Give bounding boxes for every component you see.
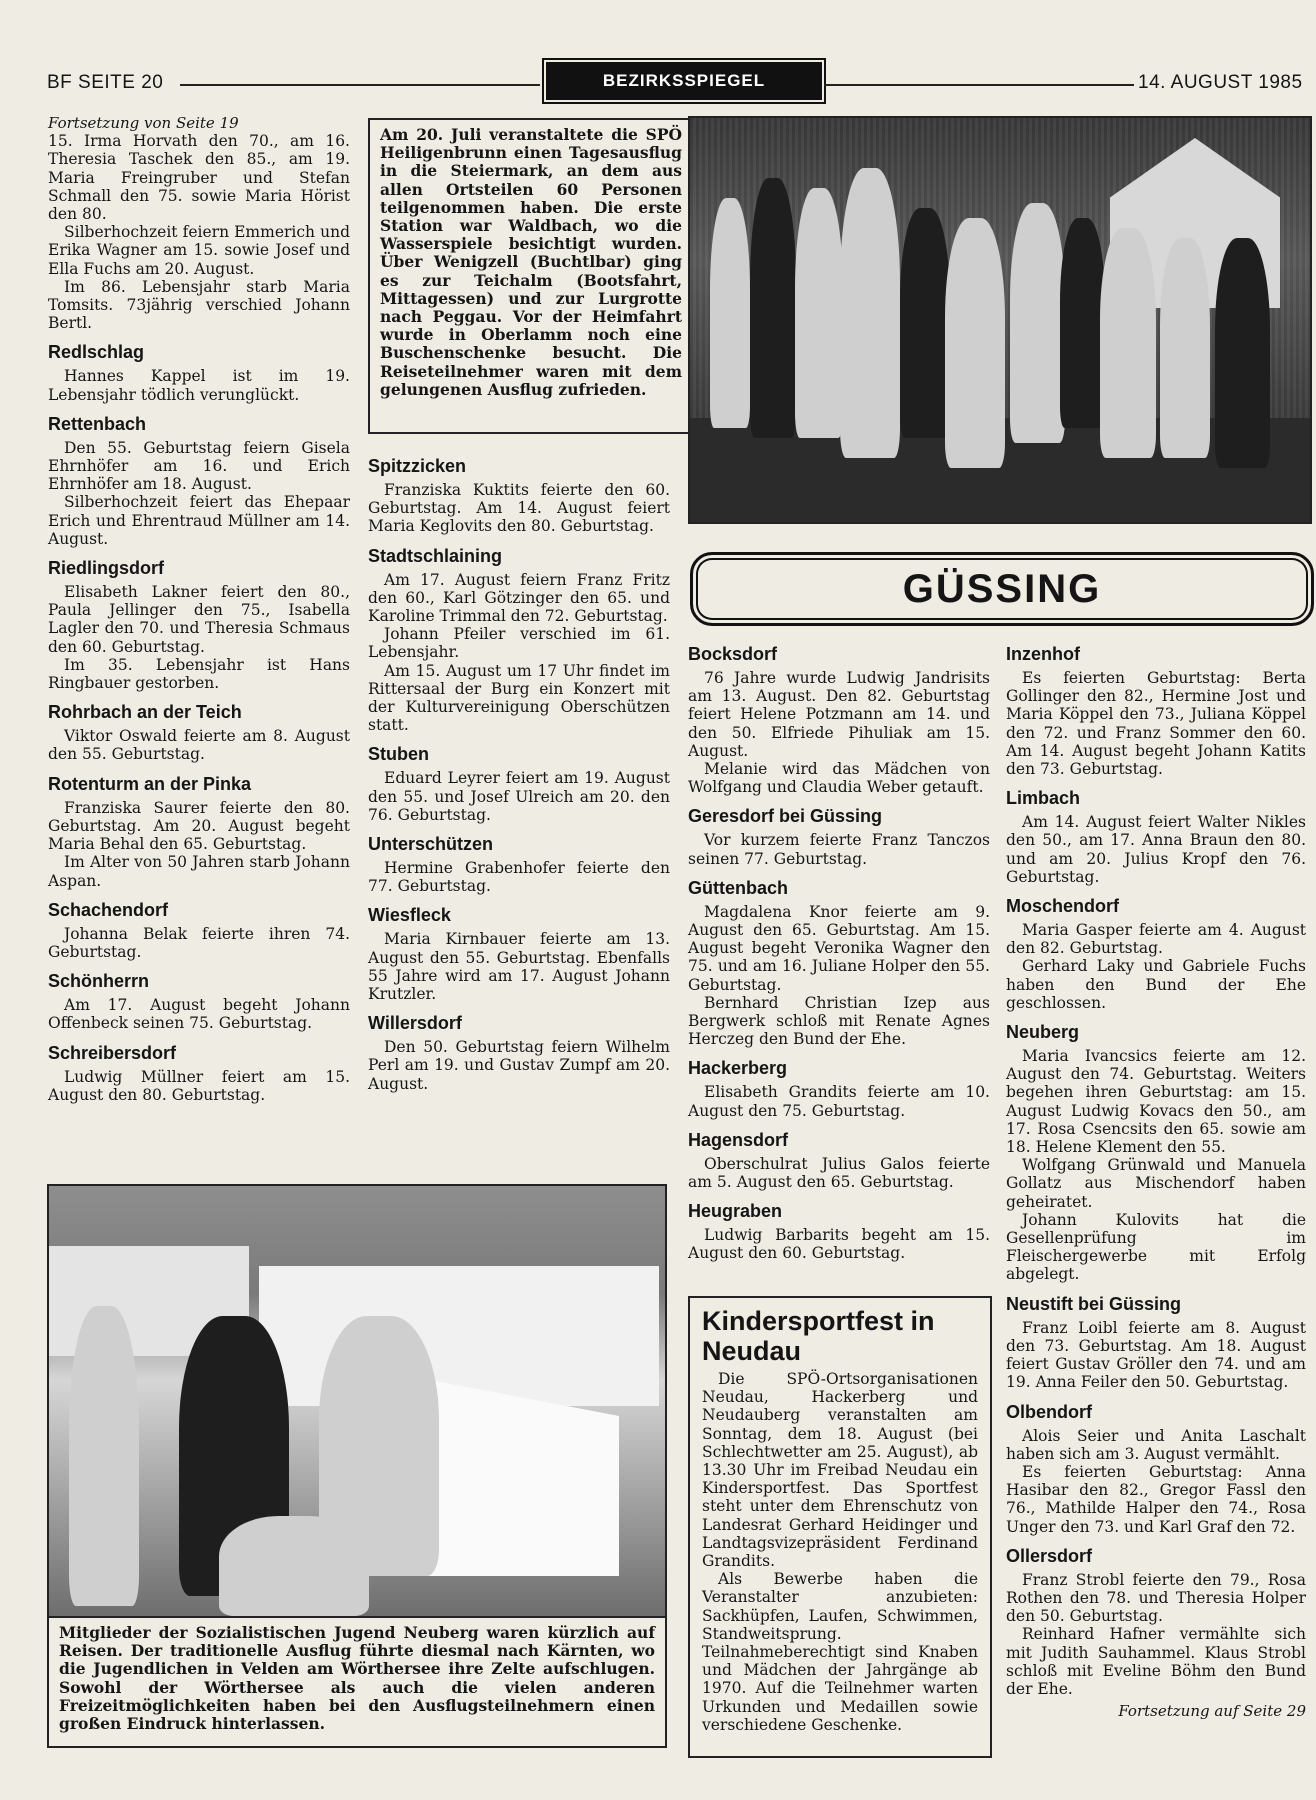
article-paragraph: Im Alter von 50 Jahren starb Johann Aspan. [48,853,350,890]
column-left [48,114,350,1104]
place-heading: Heugraben [688,1201,783,1222]
article-paragraph: Den 50. Geburtstag feiern Wilhelm Perl am 19. und Gustav Zumpf am 20. August. [368,1038,670,1093]
article-paragraph: Ludwig Müllner feiert am 15. August den 80. Geburtstag. [48,1067,350,1104]
place-heading: Limbach [1006,788,1081,809]
article-paragraph: Eduard Leyrer feiert am 19. August den 55. und Josef Ulreich am 20. den 76. Geburtstag. [368,769,670,824]
article-paragraph: Im 35. Lebensjahr ist Hans Ringbauer gestorben. [48,655,350,693]
place-heading: Stuben [368,744,429,765]
article-paragraph: Viktor Oswald feierte am 8. August den 55. Geburtstag. [48,727,350,764]
article-paragraph: Reinhard Hafner vermählte sich mit Judith Sauhammel. Klaus Strobl schloß mit Eveline Böhm den Bund der Ehe. [1006,1625,1306,1698]
column-guessing-right [1006,634,1306,1720]
bus-image [259,1266,659,1406]
page-number: BF SEITE 20 [47,72,164,93]
article-paragraph: Am 17. August begeht Johann Offenbeck seinen 75. Geburtstag. [48,996,350,1033]
place-heading: Rohrbach an der Teich [48,702,242,723]
article-paragraph: Franz Loibl feierte am 8. August den 73. Geburtstag. Am 18. August feiert Gustav Gröller den 74. und am 19. Anna Feiler den 50. Geburtstag. [1006,1318,1306,1392]
header-rule-right [824,84,1134,86]
article-paragraph: Franziska Kuktits feierte den 60. Geburtstag. Am 14. August feiert Maria Keglovits den 80. Geburtstag. [368,481,670,536]
article-paragraph: Johann Kulovits hat die Gesellenprüfung im Fleischergewerbe mit Erfolg abgelegt. [1006,1210,1306,1284]
place-heading: Neustift bei Güssing [1006,1293,1182,1314]
article-paragraph: Am 15. August um 17 Uhr findet im Rittersaal der Burg ein Konzert mit der Kulturvereinigung Oberschützen statt. [368,661,670,735]
section-list [48,341,350,1103]
article-paragraph: Hermine Grabenhofer feierte den 77. Geburtstag. [368,859,670,896]
article-paragraph: Maria Gasper feierte am 4. August den 82. Geburtstag. [1006,921,1306,958]
article-paragraph: Am 17. August feiern Franz Fritz den 60., Karl Götzinger den 65. und Karoline Trimmal den 72. Geburtstag. [368,570,670,626]
article-paragraph: Johanna Belak feierte ihren 74. Geburtstag. [48,924,350,961]
place-heading: Schönherrn [48,971,150,992]
place-heading: Hackerberg [688,1058,788,1079]
place-heading: Wiesfleck [368,905,451,926]
issue-date: 14. AUGUST 1985 [1138,72,1303,93]
group-photo-heiligenbrunn [688,116,1312,524]
article-paragraph: Im 86. Lebensjahr starb Maria Tomsits. 73jährig verschied Johann Bertl. [48,277,350,333]
article-paragraph: Silberhochzeit feiern Emmerich und Erika Wagner am 15. sowie Josef und Ella Fuchs am 20. August. [48,223,350,278]
header-rule-left [180,84,540,86]
place-heading: Bocksdorf [688,644,778,664]
region-banner: GÜSSING [690,552,1314,626]
column-guessing-left [688,634,990,1263]
place-heading: Rettenbach [48,413,147,434]
place-heading: Ollersdorf [1006,1545,1093,1566]
place-heading: Rotenturm an der Pinka [48,773,252,794]
article-paragraph: Franziska Saurer feierte den 80. Geburtstag. Am 20. August begeht Maria Behal den 65. Geburtstag. [48,798,350,854]
article-paragraph: Als Bewerbe haben die Veranstalter anzubieten: Sackhüpfen, Laufen, Schwimmen, Standweitsprung. Teilnahmeberechtigt sind Knaben und Mädchen der Jahrgänge ab 1970. Auf die Teilnehmer warten Urkunden und Medaillen sowie verschiedene Geschenke. [702,1570,978,1734]
article-paragraph: Magdalena Knor feierte am 9. August den 65. Geburtstag. Am 15. August begeht Veronika Wagner den 75. und am 16. Juliane Holper den 55. Geburtstag. [688,902,990,994]
article-paragraph: Die SPÖ-Ortsorganisationen Neudau, Hackerberg und Neudauberg veranstalten am Sonntag, dem 18. August (bei Schlechtwetter am 25. August), ab 13.30 Uhr im Freibad Neudau ein Kindersportfest. Das Sportfest steht unter dem Ehrenschutz von Landesrat Gerhard Heidinger und Landtagsvizepräsident Ferdinand Grandits. [702,1370,978,1571]
place-heading: Redlschlag [48,342,145,363]
place-heading: Riedlingsdorf [48,558,164,579]
photo-caption-neuberg: Mitglieder der Sozialistischen Jugend Neuberg waren kürzlich auf Reisen. Der traditionelle Ausflug führte diesmal nach Kärnten, wo die Jugendlichen in Velden am Wörthersee ihre Zelte aufschlugen. Sowohl der Wörthersee als auch die vielen anderen Freizeitmöglichkeiten haben bei den Ausflugsteilnehmern einen großen Eindruck hinterlassen. [47,1616,667,1748]
place-heading: Unterschützen [368,834,494,855]
article-paragraph: Alois Seier und Anita Laschalt haben sich am 3. August vermählt. [1006,1426,1306,1463]
article-paragraph: Ludwig Barbarits begeht am 15. August den 60. Geburtstag. [688,1226,990,1263]
article-paragraph: Es feierten Geburtstag: Berta Gollinger den 82., Hermine Jost und Maria Köppel den 73., Juliana Köppel den 72. und Franz Sommer den 60. Am 14. August begeht Johann Katits den 73. Geburtstag. [1006,669,1306,779]
article-paragraph: Bernhard Christian Izep aus Bergwerk schloß mit Renate Agnes Herczeg den Bund der Ehe. [688,993,990,1049]
place-heading: Spitzzicken [368,456,467,476]
place-heading: Stadtschlaining [368,545,503,566]
place-heading: Geresdorf bei Güssing [688,806,883,827]
place-heading: Schachendorf [48,899,169,920]
column-middle [368,446,670,1093]
continued-to: Fortsetzung auf Seite 29 [1118,1702,1306,1721]
section-title: BEZIRKSSPIEGEL [546,62,822,100]
section-list [688,643,990,1263]
article-paragraph: Maria Ivancsics feierte am 12. August den 74. Geburtstag. Weiters begehen ihren Geburtstag: am 15. August Ludwig Kovacs den 50., am 17. Rosa Csencsits den 65. sowie am 18. Helene Klement den 55. [1006,1047,1306,1157]
place-heading: Neuberg [1006,1022,1080,1043]
photo-caption-heiligenbrunn: Am 20. Juli veranstaltete die SPÖ Heiligenbrunn einen Tagesausflug in die Steiermark, an dem aus allen Ortsteilen 60 Personen teilgenommen haben. Die erste Station war Waldbach, wo die Wasserspiele besichtigt wurden. Über Wenigzell (Buchtlbar) ging es zur Teichalm (Bootsfahrt, Mittagessen) und zur Lurgrotte nach Peggau. Vor der Heimfahrt wurde in Oberlamm noch eine Buschenschenke besucht. Die Reiseteilnehmer waren mit dem gelungenen Ausflug zufrieden. [368,118,694,434]
place-heading: Moschendorf [1006,896,1120,917]
place-heading: Güttenbach [688,877,789,898]
article-paragraph: Elisabeth Lakner feiert den 80., Paula Jellinger den 75., Isabella Lagler den 70. und Theresia Schmaus den 60. Geburtstag. [48,583,350,656]
article-paragraph: Den 55. Geburtstag feiern Gisela Ehrnhöfer am 16. und Erich Ehrnhöfer am 18. August. [48,438,350,494]
section-list [368,455,670,1093]
article-paragraph: Melanie wird das Mädchen von Wolfgang und Claudia Weber getauft. [688,760,990,797]
place-heading: Schreibersdorf [48,1042,177,1063]
article-paragraph: 15. Irma Horvath den 70., am 16. Theresia Taschek den 85., am 19. Maria Freingruber und Stefan Schmall den 75. sowie Maria Hörist den 80. [48,132,350,224]
sportfest-title: Kindersportfest in Neudau [702,1306,935,1366]
article-paragraph: Johann Pfeiler verschied im 61. Lebensjahr. [368,625,670,662]
place-heading: Olbendorf [1006,1401,1092,1422]
section-list [1006,643,1306,1698]
article-paragraph: Vor kurzem feierte Franz Tanczos seinen 77. Geburtstag. [688,831,990,868]
article-paragraph: Oberschulrat Julius Galos feierte am 5. August den 65. Geburtstag. [688,1154,990,1192]
place-heading: Willersdorf [368,1013,462,1034]
article-paragraph: Wolfgang Grünwald und Manuela Gollatz aus Mischendorf haben geheiratet. [1006,1156,1306,1211]
sportfest-article [688,1296,992,1758]
article-paragraph: Am 14. August feiert Walter Nikles den 50., am 17. Anna Braun den 80. und am 20. Julius Kropf den 76. Geburtstag. [1006,813,1306,886]
article-paragraph: Maria Kirnbauer feierte am 13. August den 55. Geburtstag. Ebenfalls 55 Jahre wird am 17. August Johann Krutzler. [368,930,670,1004]
article-paragraph: Hannes Kappel ist im 19. Lebensjahr tödlich verunglückt. [48,367,350,404]
continued-from: Fortsetzung von Seite 19 [48,114,239,132]
article-paragraph: Franz Strobl feierte den 79., Rosa Rothen den 78. und Theresia Holper den 50. Geburtstag. [1006,1570,1306,1626]
place-heading: Hagensdorf [688,1129,789,1150]
tent-photo-neuberg [47,1184,667,1620]
article-paragraph: Elisabeth Grandits feierte am 10. August den 75. Geburtstag. [688,1083,990,1120]
article-paragraph: 76 Jahre wurde Ludwig Jandrisits am 13. August. Den 82. Geburtstag feiert Helene Potzmann am 14. und den 50. Elfriede Pihuliak am 15. August. [688,669,990,760]
place-heading: Inzenhof [1006,644,1080,664]
article-paragraph: Silberhochzeit feiert das Ehepaar Erich und Ehrentraud Müllner am 14. August. [48,493,350,548]
article-paragraph: Gerhard Laky und Gabriele Fuchs haben den Bund der Ehe geschlossen. [1006,957,1306,1012]
article-paragraph: Es feierten Geburtstag: Anna Hasibar den 82., Gregor Fassl den 76., Mathilde Halper den 74., Rosa Unger den 73. und Karl Graf den 72. [1006,1462,1306,1536]
